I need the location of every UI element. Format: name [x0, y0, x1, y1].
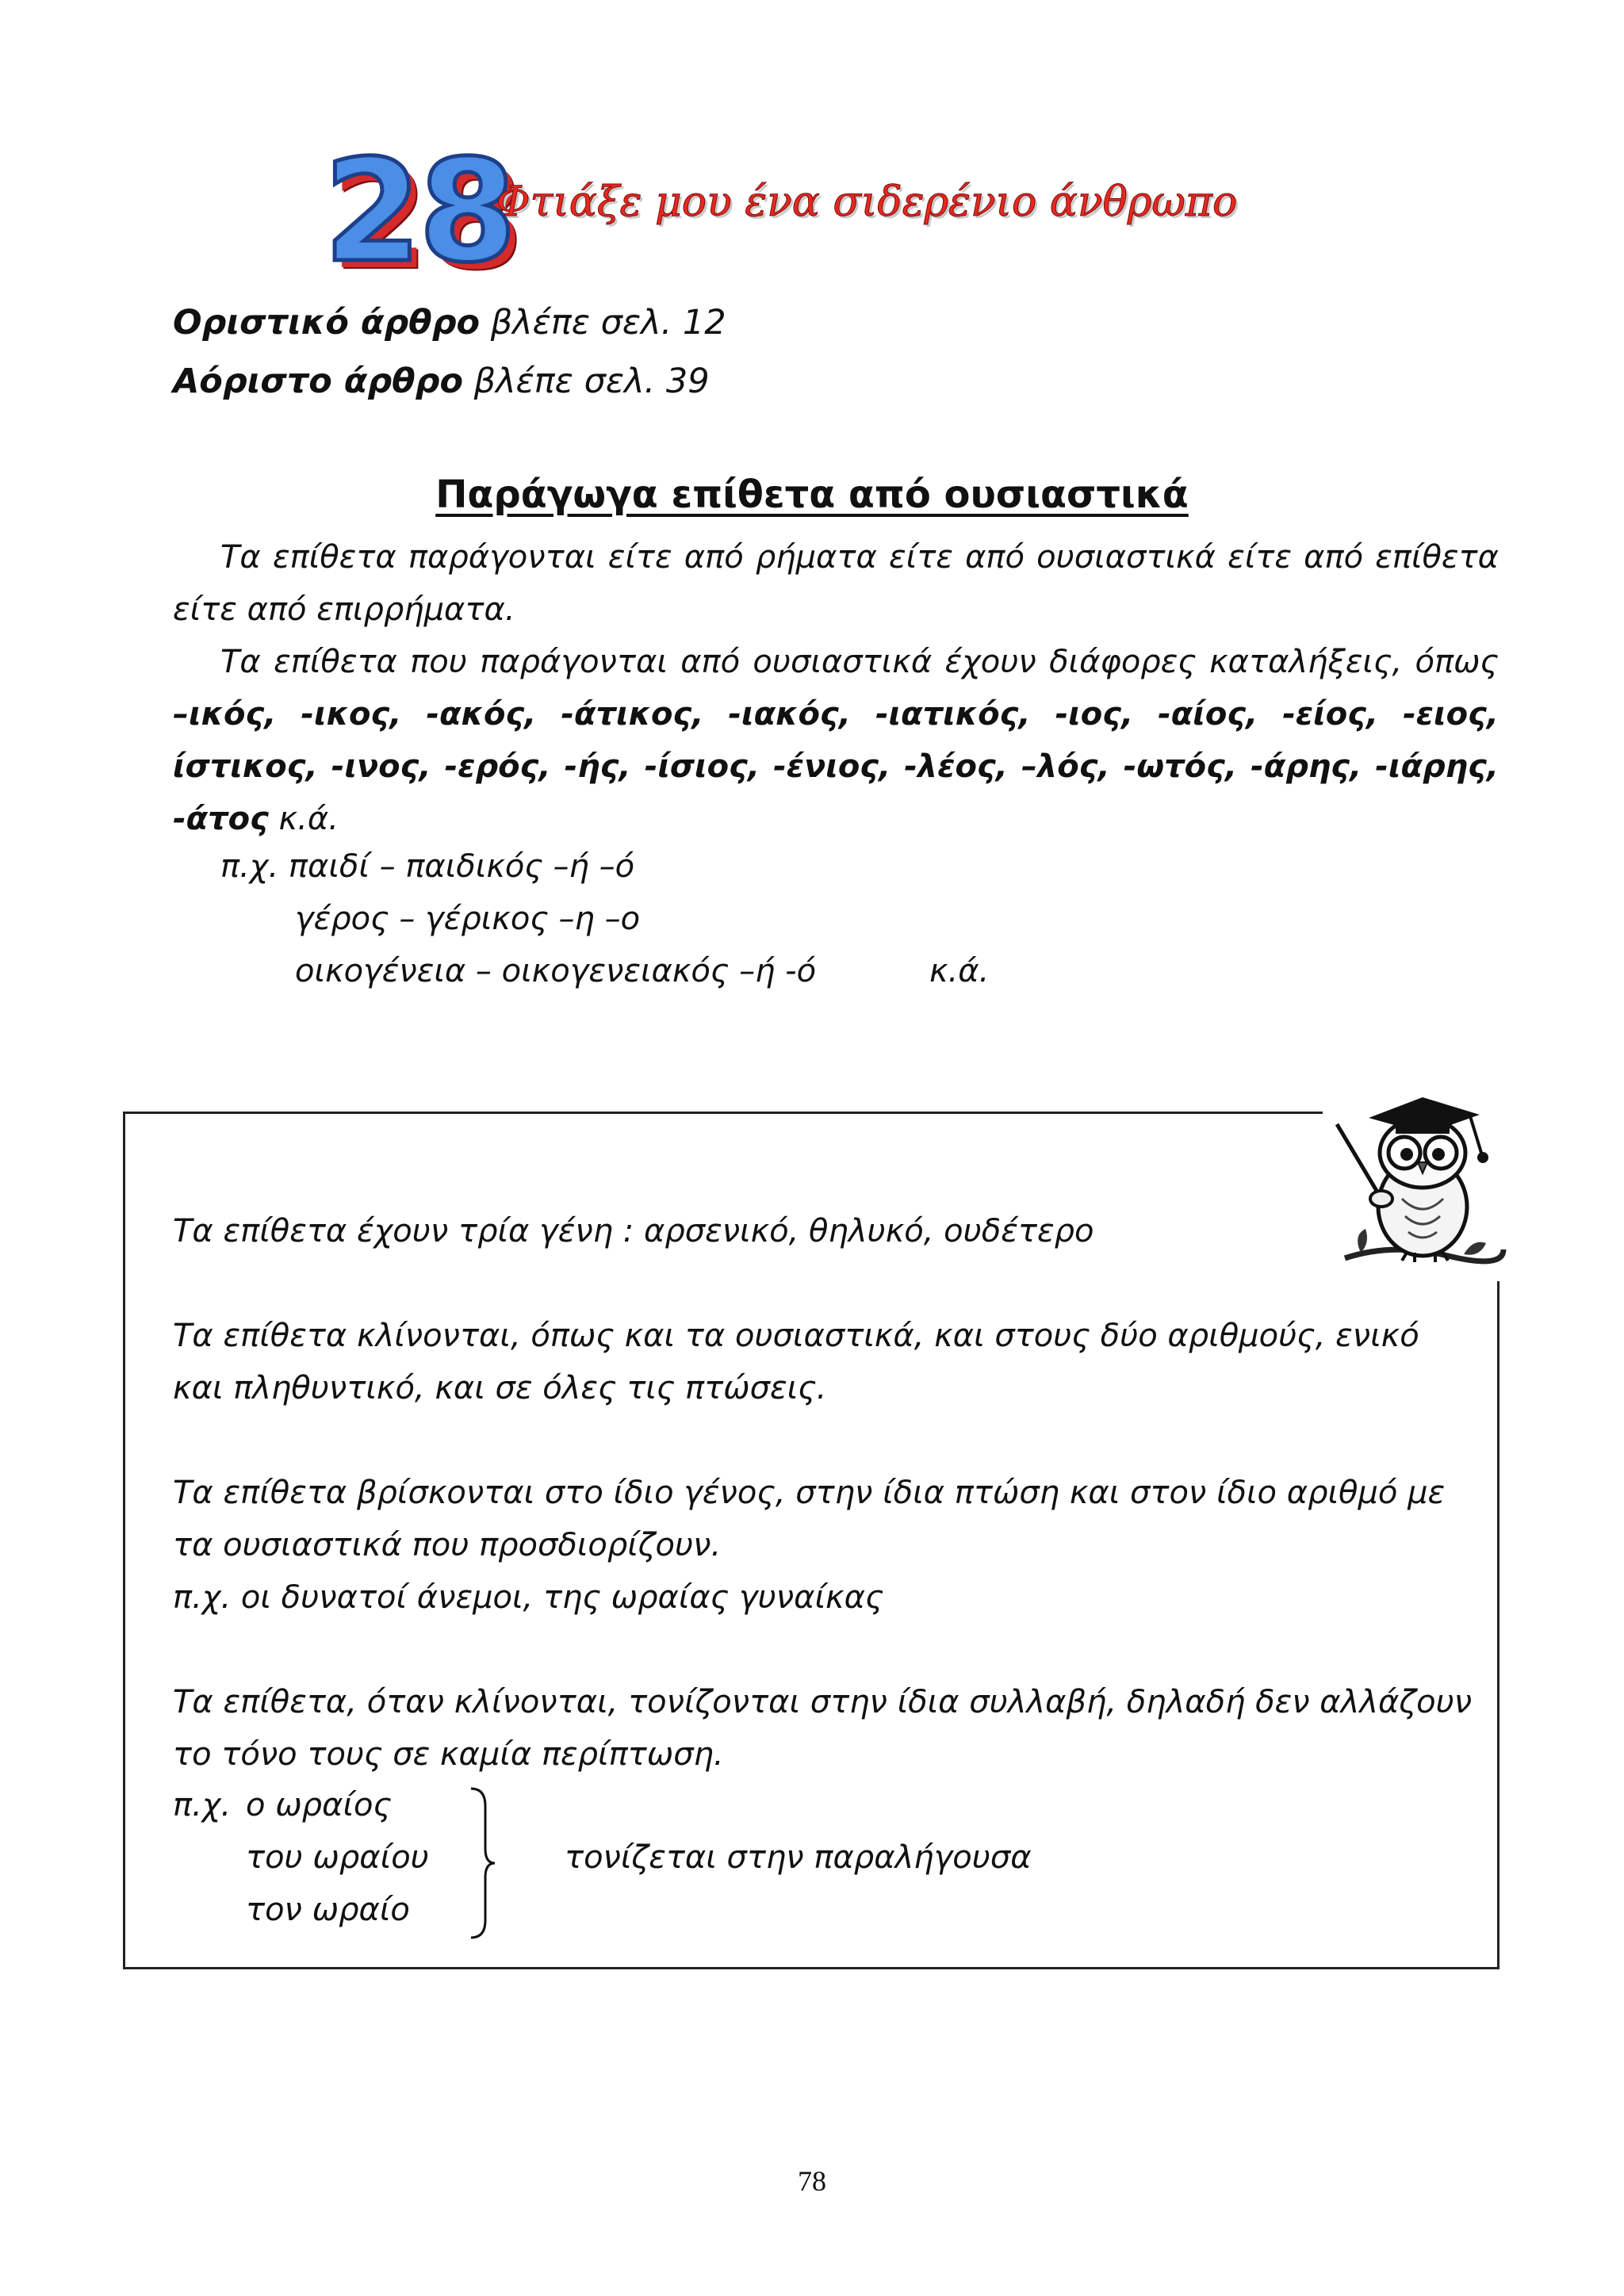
reference-term: Αόριστο άρθρο — [173, 362, 463, 401]
rule-accent-line1: Τα επίθετα, όταν κλίνονται, τονίζονται στην ίδια συλλαβή, δηλαδή δεν αλλάζουν — [173, 1684, 1473, 1720]
example-note: τονίζεται στην παραλήγουσα — [565, 1839, 1032, 1876]
lesson-number: 28 — [324, 129, 514, 293]
example-form: ο ωραίος — [246, 1787, 392, 1823]
rule-declension-line1: Τα επίθετα κλίνονται, όπως και τα ουσιαστικά, και στους δύο αριθμούς, ενικό — [173, 1318, 1419, 1354]
lesson-title: Φτιάξε μου ένα σιδερένιο άνθρωπο — [496, 178, 1238, 226]
paragraph-endings-intro: Τα επίθετα που παράγονται από ουσιαστικά έχουν διάφορες καταλήξεις, όπως — [220, 644, 1499, 680]
rule-genders: Τα επίθετα έχουν τρία γένη : αρσενικό, θηλυκό, ουδέτερο — [173, 1213, 1094, 1249]
example-line: γέρος – γέρικος –η –ο — [295, 901, 641, 937]
rule-accent-line2: το τόνο τους σε καμία περίπτωση. — [173, 1736, 724, 1773]
example-line: οικογένεια – οικογενειακός –ή -ό — [295, 953, 817, 989]
reference-indefinite-article — [173, 362, 710, 401]
reference-definite-article — [173, 303, 726, 342]
page-number: 78 — [798, 2165, 826, 2197]
example-line: π.χ. παιδί – παιδικός –ή –ό — [220, 848, 635, 885]
section-title: Παράγωγα επίθετα από ουσιαστικά — [435, 473, 1189, 517]
rule-agreement-line2: τα ουσιαστικά που προσδιορίζουν. — [173, 1527, 722, 1563]
example-tail: κ.ά. — [929, 953, 990, 989]
rule-agreement-line1: Τα επίθετα βρίσκονται στο ίδιο γένος, στην ίδια πτώση και στον ίδιο αριθμό με — [173, 1475, 1446, 1511]
reference-page: βλέπε σελ. 12 — [490, 303, 726, 342]
endings-list: –ικός, -ικος, -ακός, -άτικος, -ιακός, -ιατικός, -ιος, -αίος, -είος, -ειος, ίστικος, -ινος, -ερός, -ής, -ίσιος, -ένιος, -λέος, –λός, -ωτός, -άρης, -ιάρης, -άτος — [173, 696, 1499, 837]
example-form: του ωραίου — [246, 1839, 429, 1876]
paragraph-endings-tail: κ.ά. — [278, 801, 339, 837]
paragraph-endings — [173, 636, 1499, 845]
rule-agreement-example: π.χ. οι δυνατοί άνεμοι, της ωραίας γυναίκας — [173, 1579, 884, 1616]
reference-page: βλέπε σελ. 39 — [473, 362, 710, 401]
owl-graduate-icon — [1329, 1080, 1511, 1278]
example-prefix: π.χ. — [173, 1787, 232, 1823]
example-form: τον ωραίο — [246, 1892, 410, 1928]
rule-declension-line2: και πληθυντικό, και σε όλες τις πτώσεις. — [173, 1370, 827, 1406]
reference-term: Οριστικό άρθρο — [173, 303, 481, 342]
curly-brace — [468, 1785, 496, 1941]
paragraph-derivation: Τα επίθετα παράγονται είτε από ρήματα είτε από ουσιαστικά είτε από επίθετα είτε από επιρρήματα. — [173, 539, 1499, 628]
